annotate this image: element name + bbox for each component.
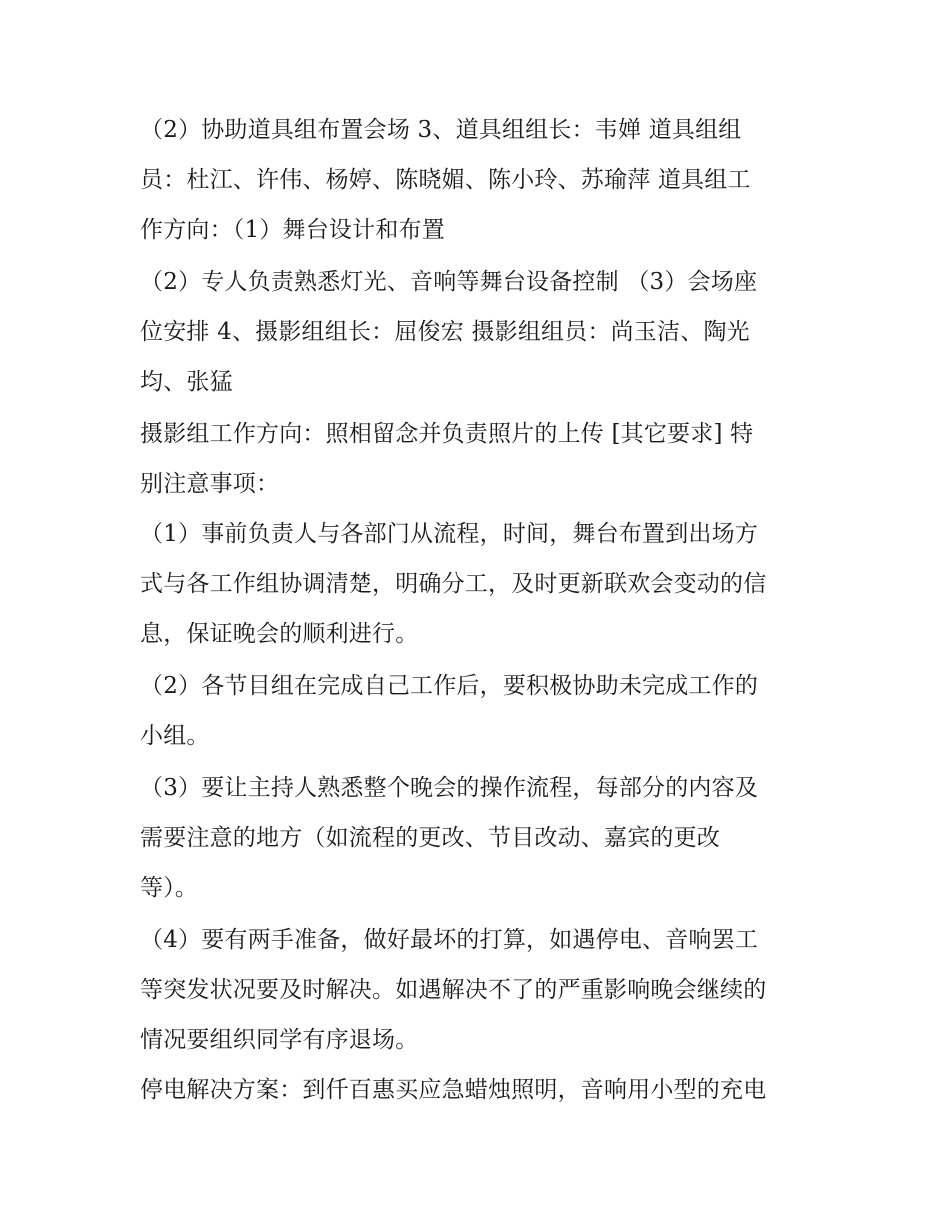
text-line: 情况要组织同学有序退场。	[140, 1027, 419, 1053]
text-line: 位安排 4、摄影组组长：屈俊宏 摄影组组员：尚玉洁、陶光	[140, 319, 750, 345]
text-line: 等突发状况要及时解决。如遇解决不了的严重影响晚会继续的	[140, 977, 767, 1003]
text-line: 小组。	[140, 723, 210, 749]
text-line: （2）各节目组在完成自己工作后，要积极协助未完成工作的	[140, 673, 759, 699]
text-line: 摄影组工作方向：照相留念并负责照片的上传 [其它要求] 特	[140, 421, 754, 447]
text-line: 均、张猛	[140, 369, 233, 395]
text-line: 式与各工作组协调清楚，明确分工，及时更新联欢会变动的信	[140, 571, 767, 597]
text-line: 息，保证晚会的顺利进行。	[140, 621, 419, 647]
text-line: 别注意事项：	[140, 471, 280, 497]
text-line: 作方向：（1）舞台设计和布置	[140, 217, 445, 243]
text-line: 员：杜江、许伟、杨婷、陈晓媚、陈小玲、苏瑜萍 道具组工	[140, 167, 751, 193]
text-line: 等）。	[140, 875, 199, 901]
text-line: 停电解决方案：到仟百惠买应急蜡烛照明，音响用小型的充电	[140, 1077, 767, 1103]
text-line: 需要注意的地方（如流程的更改、节目改动、嘉宾的更改	[140, 825, 720, 851]
text-line: （4）要有两手准备，做好最坏的打算，如遇停电、音响罢工	[140, 927, 759, 953]
text-line: （2）协助道具组布置会场 3、道具组组长：韦婵 道具组组	[140, 117, 742, 143]
text-line: （1）事前负责人与各部门从流程，时间，舞台布置到出场方	[140, 521, 759, 547]
text-line: （2）专人负责熟悉灯光、音响等舞台设备控制 （3）会场座	[140, 269, 758, 295]
text-line: （3）要让主持人熟悉整个晚会的操作流程，每部分的内容及	[140, 775, 759, 801]
